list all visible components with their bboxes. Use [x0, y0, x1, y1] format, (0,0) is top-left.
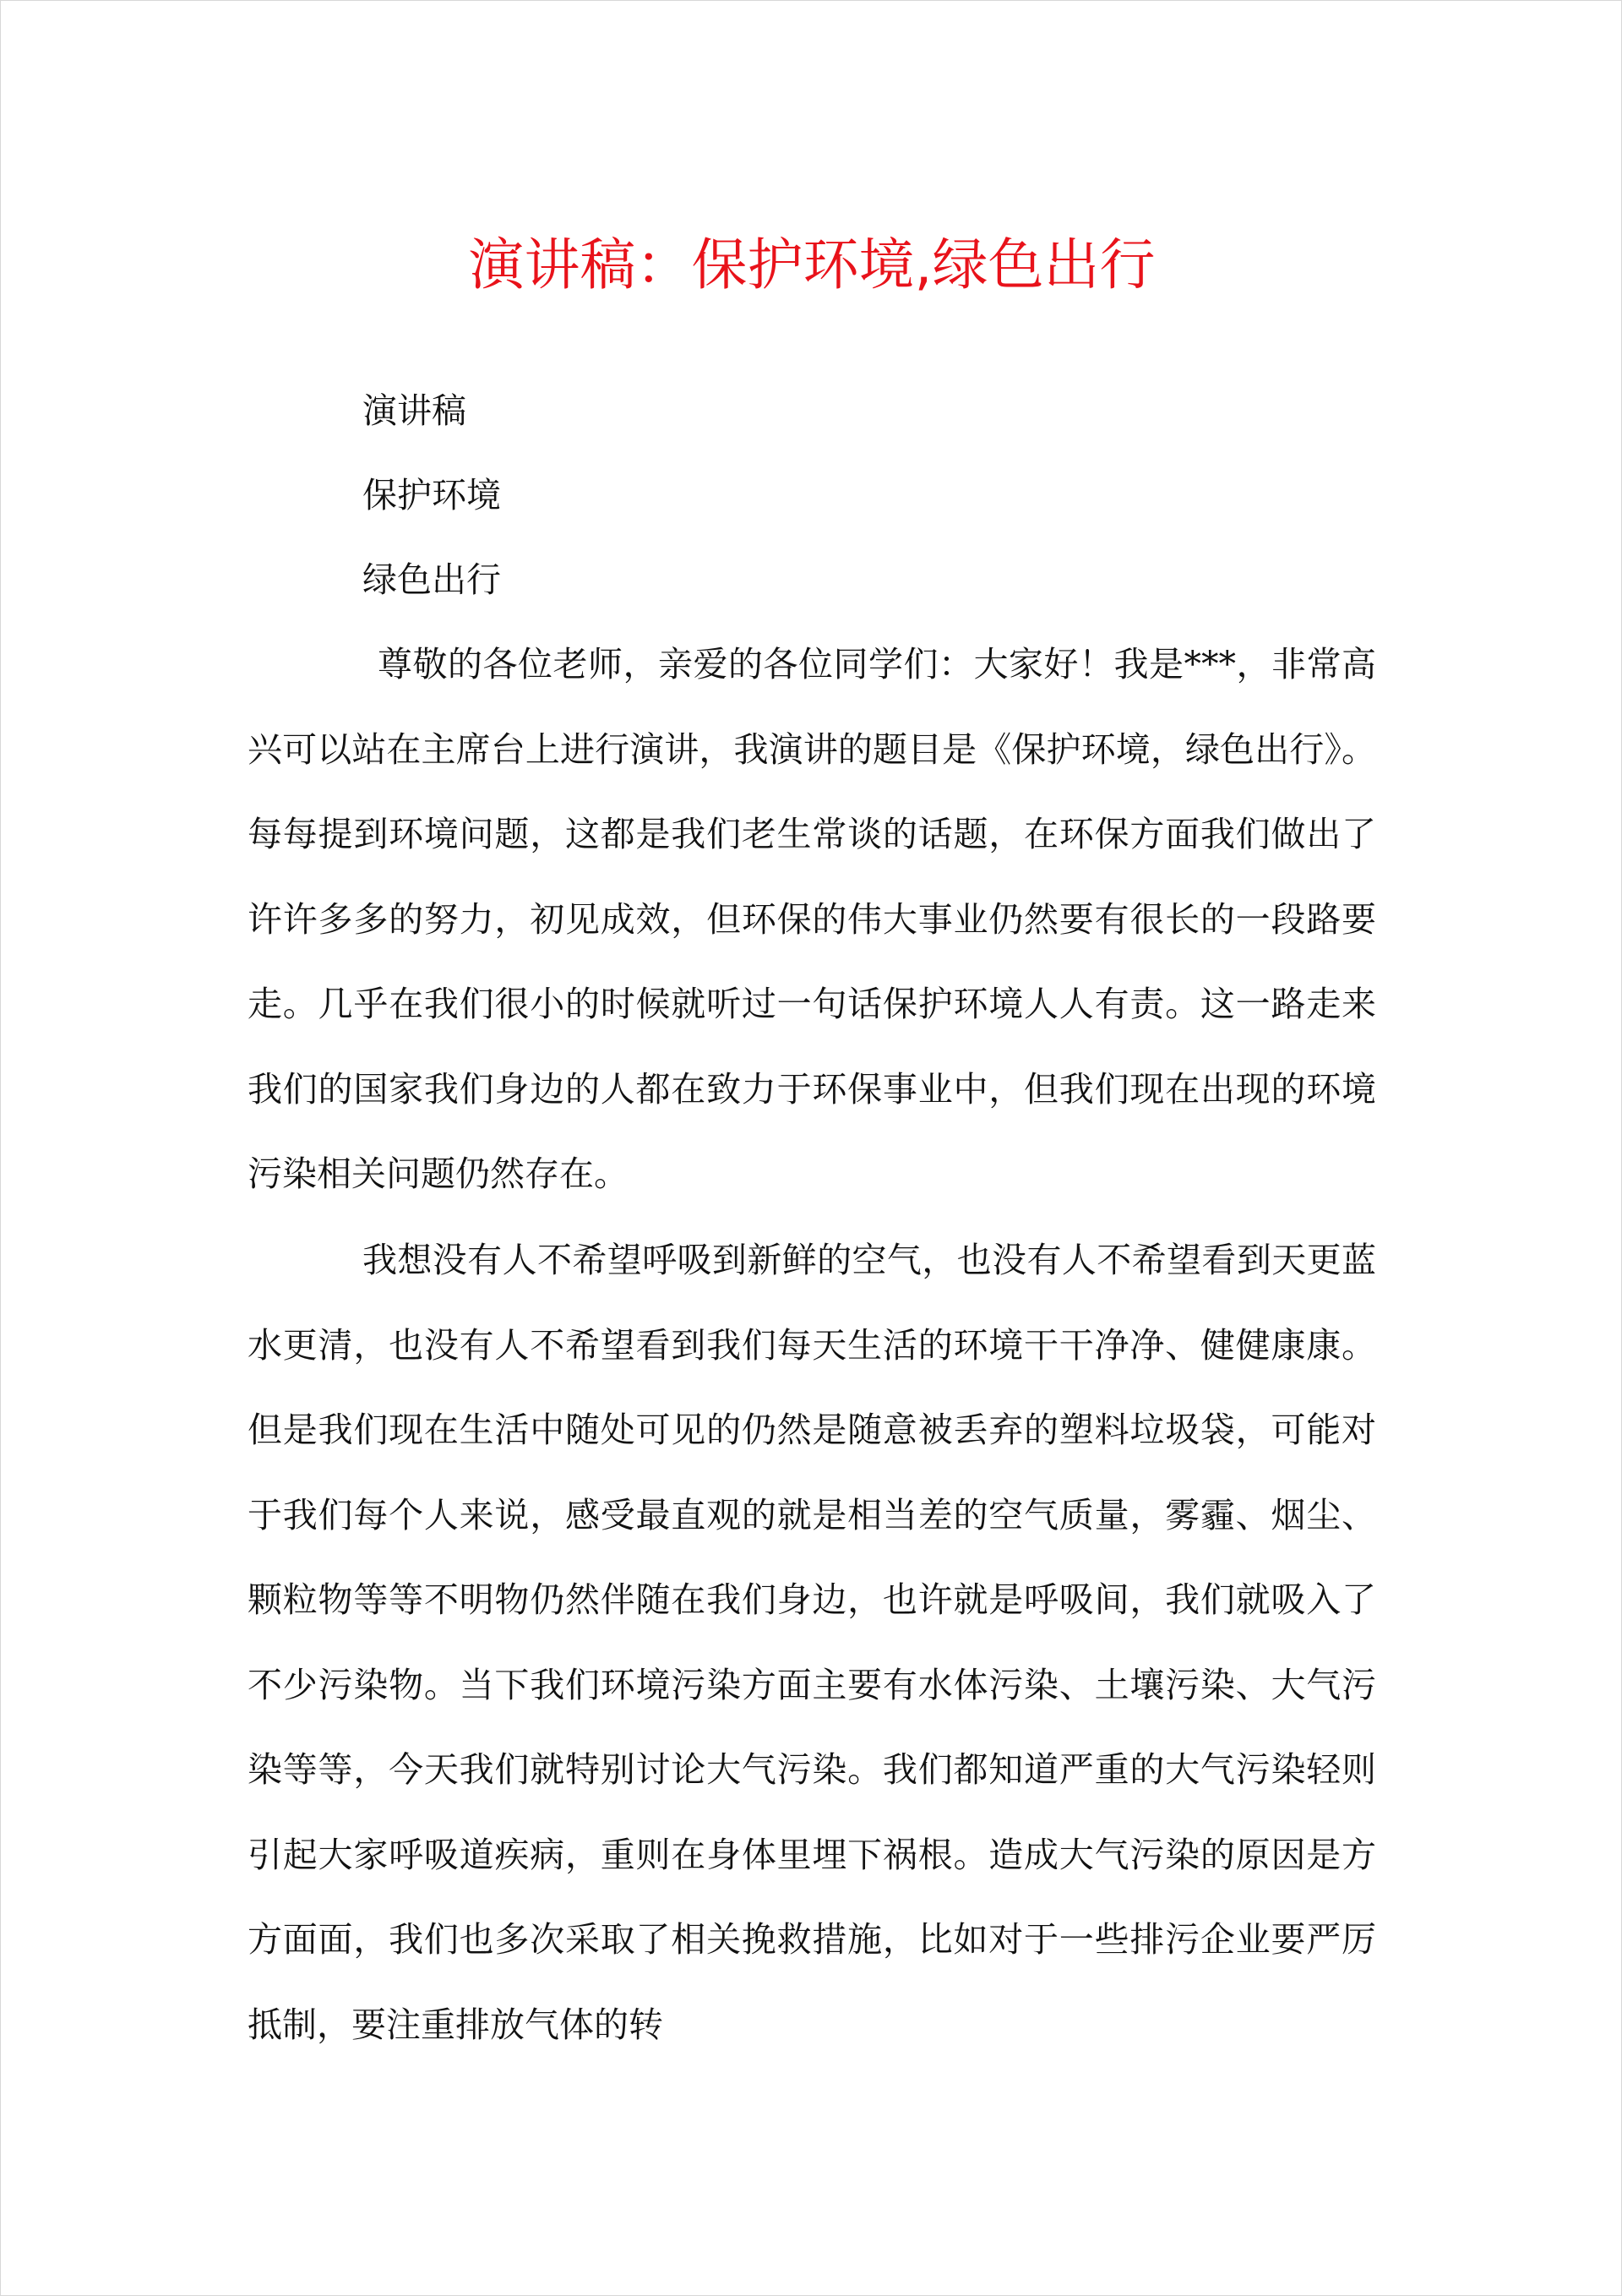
body-paragraph-air-pollution: 我想没有人不希望呼吸到新鲜的空气，也没有人不希望看到天更蓝水更清，也没有人不希望看到我们每天生活的环境干干净净、健健康康。但是我们现在生活中随处可见的仍然是随意被丢弃的塑料垃圾袋，可能对于我们每个人来说，感受最直观的就是相当差的空气质量，雾霾、烟尘、颗粒物等等不明物仍然伴随在我们身边，也许就是呼吸间，我们就吸入了不少污染物。当下我们环境污染方面主要有水体污染、土壤污染、大气污染等等，今天我们就特别讨论大气污染。我们都知道严重的大气污染轻则引起大家呼吸道疾病，重则在身体里埋下祸根。造成大气污染的原因是方方面面，我们也多次采取了相关挽救措施，比如对于一些排污企业要严厉抵制，要注重排放气体的转 [248, 1240, 1376, 2045]
keyword-speech: 演讲稿 [362, 390, 466, 431]
document-title: 演讲稿：保护环境,绿色出行 [468, 232, 1156, 297]
keyword-protect-environment: 保护环境 [362, 475, 501, 515]
keyword-green-travel: 绿色出行 [362, 559, 501, 600]
body-paragraph-greeting: 尊敬的各位老师，亲爱的各位同学们：大家好！我是***，非常高兴可以站在主席台上进行演讲，我演讲的题目是《保护环境，绿色出行》。每每提到环境问题，这都是我们老生常谈的话题，在环保方面我们做出了许许多多的努力，初见成效，但环保的伟大事业仍然要有很长的一段路要走。几乎在我们很小的时候就听过一句话保护环境人人有责。这一路走来我们的国家我们身边的人都在致力于环保事业中，但我们现在出现的环境污染相关问题仍然存在。 [248, 644, 1376, 1194]
